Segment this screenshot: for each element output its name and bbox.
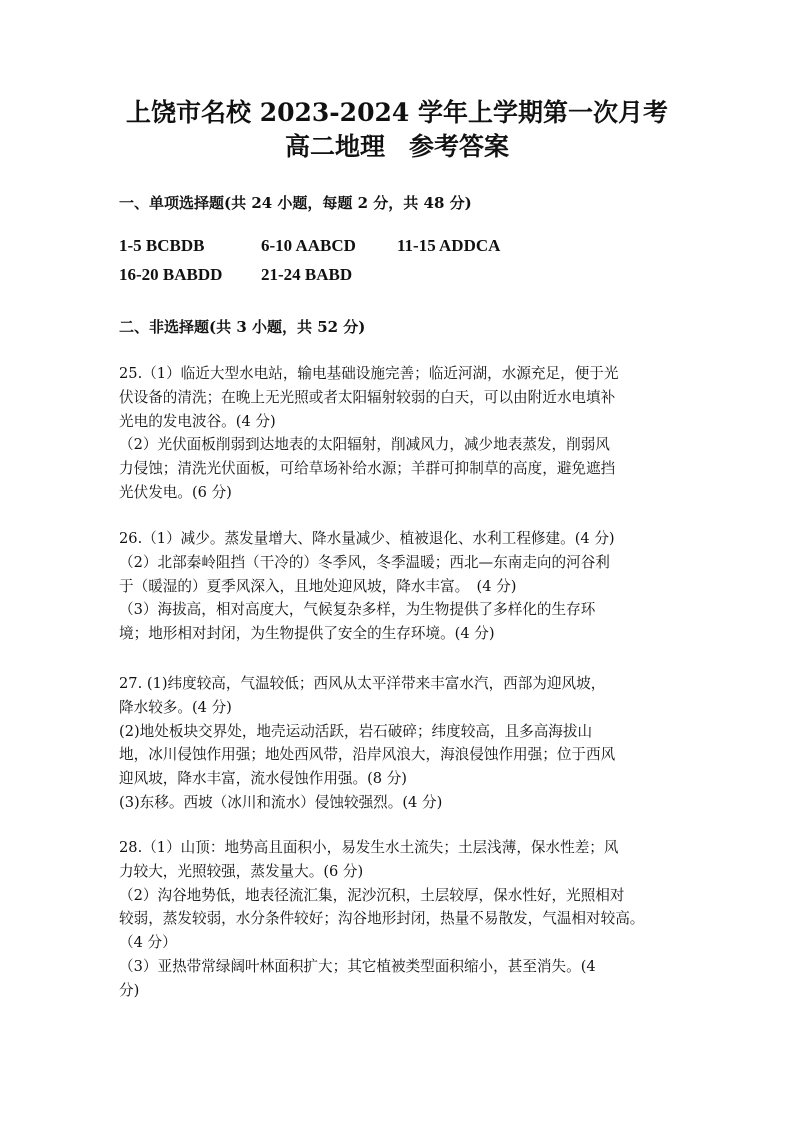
answer-line: 光电的发电波谷。(4 分) — [119, 412, 276, 430]
answer-line: 28.（1）山顶：地势高且面积小，易发生水土流失；土层浅薄，保水性差；风 — [119, 839, 619, 856]
question-25-answer — [119, 362, 679, 505]
choice-answers-row-1 — [119, 235, 500, 257]
answer-group: 6-10 AABCD — [261, 236, 356, 255]
answer-line: 于（暖湿的）夏季风深入，且地处迎风坡，降水丰富。 (4 分) — [119, 577, 517, 595]
answer-key-label: 参考答案 — [409, 132, 510, 161]
answer-line: 光伏发电。(6 分) — [119, 483, 232, 501]
answer-line: 27. (1)纬度较高，气温较低；西风从太平洋带来丰富水汽，西部为迎风坡， — [119, 675, 606, 692]
answer-line: 力较大，光照较强，蒸发量大。(6 分) — [119, 862, 364, 880]
answer-line: 境；地形相对封闭，为生物提供了安全的生存环境。(4 分) — [119, 625, 495, 643]
answer-line: 降水较多。(4 分) — [119, 698, 232, 716]
answer-group: 11-15 ADDCA — [397, 236, 501, 255]
answer-group: 16-20 BABDD — [119, 265, 223, 284]
answer-line: （2）光伏面板削弱到达地表的太阳辐射，削减风力，减少地表蒸发，削弱风 — [119, 436, 610, 454]
answer-line: （2）北部秦岭阻挡（干冷的）冬季风，冬季温暖；西北—东南走向的河谷利 — [119, 553, 610, 571]
answer-line: 力侵蚀；清洗光伏面板，可给草场补给水源；羊群可抑制草的高度，避免遮挡 — [119, 460, 616, 478]
answer-line: 25.（1）临近大型水电站，输电基础设施完善；临近河湖，水源充足，便于光 — [119, 365, 619, 382]
answer-line: 26.（1）减少。蒸发量增大、降水量减少、植被退化、水利工程修建。(4 分) — [119, 530, 615, 547]
answer-line: 伏设备的清洗；在晚上无光照或者太阳辐射较弱的白天，可以由附近水电填补 — [119, 388, 616, 406]
subject-label: 高二地理 — [284, 132, 385, 161]
answer-line: 较弱，蒸发较弱，水分条件较好；沟谷地形封闭，热量不易散发，气温相对较高。 — [119, 910, 645, 928]
answer-line: （4 分） — [119, 934, 177, 952]
question-27-answer — [119, 672, 679, 815]
answer-line: (2)地处板块交界处，地壳运动活跃，岩石破碎；纬度较高，且多高海拔山 — [119, 722, 593, 740]
answer-line: （3）海拔高，相对高度大，气候复杂多样，为生物提供了多样化的生存环 — [119, 601, 596, 619]
answer-group: 1-5 BCBDB — [119, 236, 205, 255]
answer-line: 地，冰川侵蚀作用强；地处西风带，沿岸风浪大，海浪侵蚀作用强；位于西风 — [119, 746, 616, 764]
exam-subtitle — [0, 131, 794, 163]
answer-line: （2）沟谷地势低，地表径流汇集，泥沙沉积，土层较厚，保水性好，光照相对 — [119, 886, 625, 904]
answer-group: 21-24 BABD — [261, 265, 353, 284]
answer-line: (3)东移。西坡（冰川和流水）侵蚀较强烈。(4 分) — [119, 793, 443, 811]
exam-title: 上饶市名校 2023-2024 学年上学期第一次月考 — [126, 98, 668, 127]
question-28-answer — [119, 836, 679, 1003]
answer-line: 分) — [119, 981, 140, 999]
choice-answers-row-2 — [119, 264, 352, 286]
answer-line: （3）亚热带常绿阔叶林面积扩大；其它植被类型面积缩小，甚至消失。(4 — [119, 957, 596, 975]
section-choice-heading: 一、单项选择题(共 24 小题，每题 2 分，共 48 分) — [119, 194, 472, 212]
question-26-answer — [119, 527, 679, 646]
answer-line: 迎风坡，降水丰富，流水侵蚀作用强。(8 分) — [119, 770, 408, 788]
section-open-heading: 二、非选择题(共 3 小题，共 52 分) — [119, 318, 366, 336]
